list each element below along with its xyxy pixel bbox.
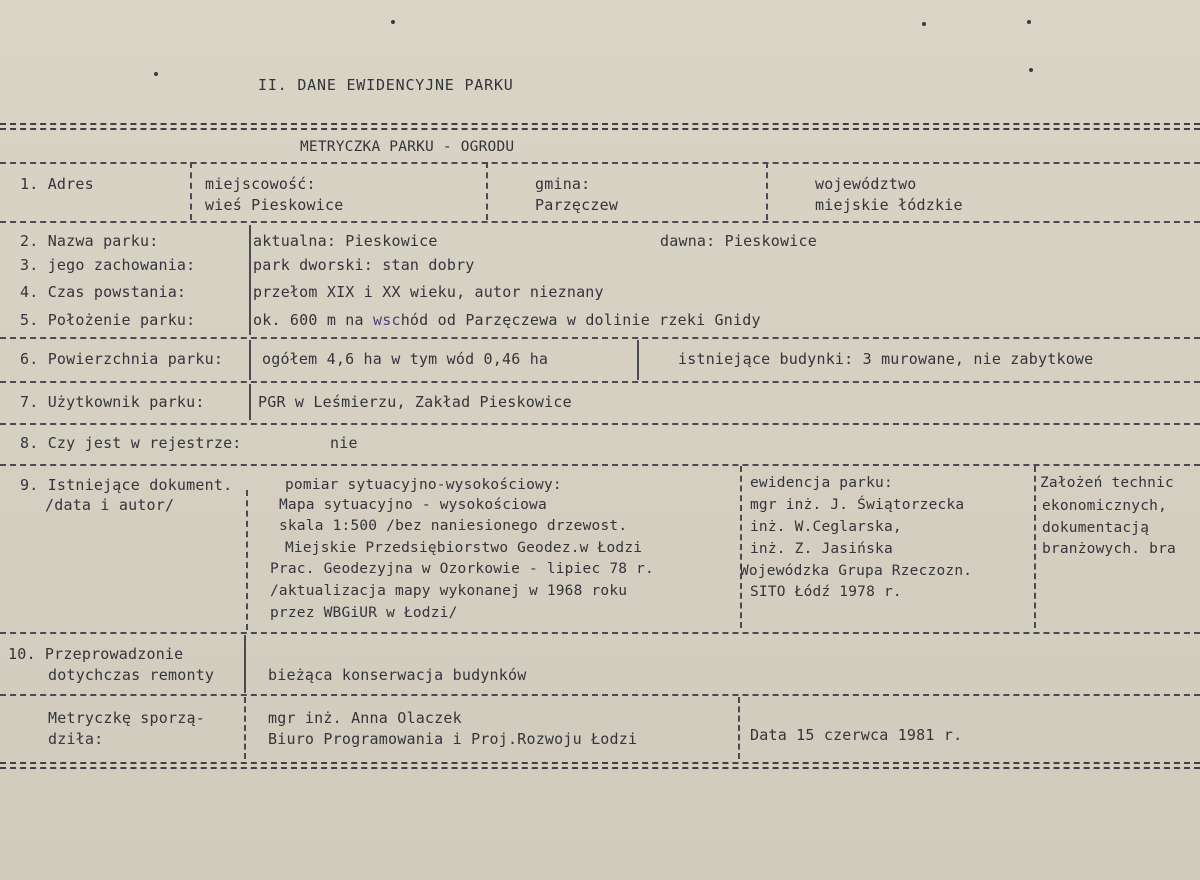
- technical-line: branżowych. bra: [1042, 541, 1176, 557]
- budynki-value: istniejące budynki: 3 murowane, nie zabytkowe: [678, 350, 1094, 368]
- row5-label: 5. Położenie parku:: [20, 311, 196, 329]
- row-divider: [0, 423, 1200, 425]
- documents-line: skala 1:500 /bez naniesionego drzewost.: [279, 518, 628, 534]
- documents-line: /aktualizacja mapy wykonanej w 1968 roku: [270, 583, 628, 599]
- stray-dot: [922, 22, 926, 26]
- polozenie-value: [253, 311, 761, 329]
- row8-label: 8. Czy jest w rejestrze:: [20, 434, 242, 452]
- stray-dot: [154, 72, 158, 76]
- column-divider: [246, 490, 248, 630]
- row7-label: 7. Użytkownik parku:: [20, 393, 205, 411]
- column-divider: [244, 635, 246, 693]
- remonty-value: bieżąca konserwacja budynków: [268, 666, 527, 684]
- nazwa-dawna: dawna: Pieskowice: [660, 232, 817, 250]
- bottom-divider: [0, 762, 1200, 769]
- column-divider: [766, 162, 768, 220]
- wojewodztwo-value: miejskie łódzkie: [815, 196, 963, 214]
- documents-line: pomiar sytuacyjno-wysokościowy:: [285, 477, 562, 493]
- polozenie-correction: wsc: [373, 311, 401, 329]
- zachowanie-value: park dworski: stan dobry: [253, 256, 475, 274]
- documents-line: przez WBGiUR w Łodzi/: [270, 605, 458, 621]
- row10-label-line2: dotychczas remonty: [48, 666, 215, 684]
- row-divider: [0, 162, 1200, 164]
- author-office: Biuro Programowania i Proj.Rozwoju Łodzi: [268, 730, 638, 748]
- miejscowosc-label: miejscowość:: [205, 175, 316, 193]
- documents-line: Miejskie Przedsiębiorstwo Geodez.w Łodzi: [285, 540, 643, 556]
- row9-label-line2: /data i autor/: [45, 496, 175, 514]
- evidence-line: ewidencja parku:: [750, 475, 893, 491]
- column-divider: [249, 225, 251, 335]
- row10-label-line1: 10. Przeprowadzonie: [8, 645, 184, 663]
- powierzchnia-value: ogółem 4,6 ha w tym wód 0,46 ha: [262, 350, 549, 368]
- evidence-line: mgr inż. J. Świątorzecka: [750, 497, 965, 513]
- polozenie-part-b: hód od Parzęczewa w dolinie rzeki Gnidy: [400, 311, 761, 329]
- nazwa-aktualna: aktualna: Pieskowice: [253, 232, 438, 250]
- document-subtitle: METRYCZKA PARKU - OGRODU: [300, 139, 515, 155]
- evidence-line: inż. W.Ceglarska,: [750, 519, 902, 535]
- column-divider: [249, 384, 251, 420]
- row1-label: 1. Adres: [20, 175, 94, 193]
- gmina-value: Parzęczew: [535, 196, 619, 214]
- evidence-line: inż. Z. Jasińska: [750, 541, 893, 557]
- compiled-by-label-line1: Metryczkę sporzą-: [48, 709, 205, 727]
- evidence-line: SITO Łódź 1978 r.: [750, 584, 902, 600]
- row4-label: 4. Czas powstania:: [20, 283, 187, 301]
- column-divider: [738, 697, 740, 759]
- documents-line: Prac. Geodezyjna w Ozorkowie - lipiec 78 r.: [270, 561, 654, 577]
- czas-value: przełom XIX i XX wieku, autor nieznany: [253, 283, 604, 301]
- miejscowosc-value: wieś Pieskowice: [205, 196, 344, 214]
- author-name: mgr inż. Anna Olaczek: [268, 709, 462, 727]
- evidence-line: Wojewódzka Grupa Rzeczozn.: [740, 563, 973, 579]
- column-divider: [1034, 466, 1036, 628]
- row-divider: [0, 337, 1200, 339]
- rejestr-value: nie: [330, 434, 358, 452]
- row-divider: [0, 381, 1200, 383]
- stray-dot: [391, 20, 395, 24]
- row-divider: [0, 464, 1200, 466]
- column-divider: [190, 162, 192, 220]
- row3-label: 3. jego zachowania:: [20, 256, 196, 274]
- row9-label-line1: 9. Istniejące dokument.: [20, 476, 233, 494]
- row-divider: [0, 632, 1200, 634]
- column-divider: [637, 340, 639, 380]
- column-divider: [244, 697, 246, 759]
- gmina-label: gmina:: [535, 175, 591, 193]
- stray-dot: [1029, 68, 1033, 72]
- compiled-date: Data 15 czerwca 1981 r.: [750, 726, 963, 744]
- column-divider: [740, 466, 742, 628]
- documents-line: Mapa sytuacyjno - wysokościowa: [279, 497, 547, 513]
- technical-line: ekonomicznych,: [1042, 498, 1168, 514]
- column-divider: [249, 340, 251, 380]
- uzytkownik-value: PGR w Leśmierzu, Zakład Pieskowice: [258, 393, 572, 411]
- wojewodztwo-label: województwo: [815, 175, 917, 193]
- row-divider: [0, 694, 1200, 696]
- row-divider: [0, 221, 1200, 223]
- section-header: II. DANE EWIDENCYJNE PARKU: [258, 76, 514, 94]
- technical-line: dokumentacją: [1042, 520, 1150, 536]
- compiled-by-label-line2: dziła:: [48, 730, 104, 748]
- polozenie-part-a: ok. 600 m na: [253, 311, 373, 329]
- row2-label: 2. Nazwa parku:: [20, 232, 159, 250]
- stray-dot: [1027, 20, 1031, 24]
- technical-line: Założeń technic: [1040, 475, 1174, 491]
- column-divider: [486, 162, 488, 220]
- row6-label: 6. Powierzchnia parku:: [20, 350, 224, 368]
- top-divider: [0, 123, 1200, 130]
